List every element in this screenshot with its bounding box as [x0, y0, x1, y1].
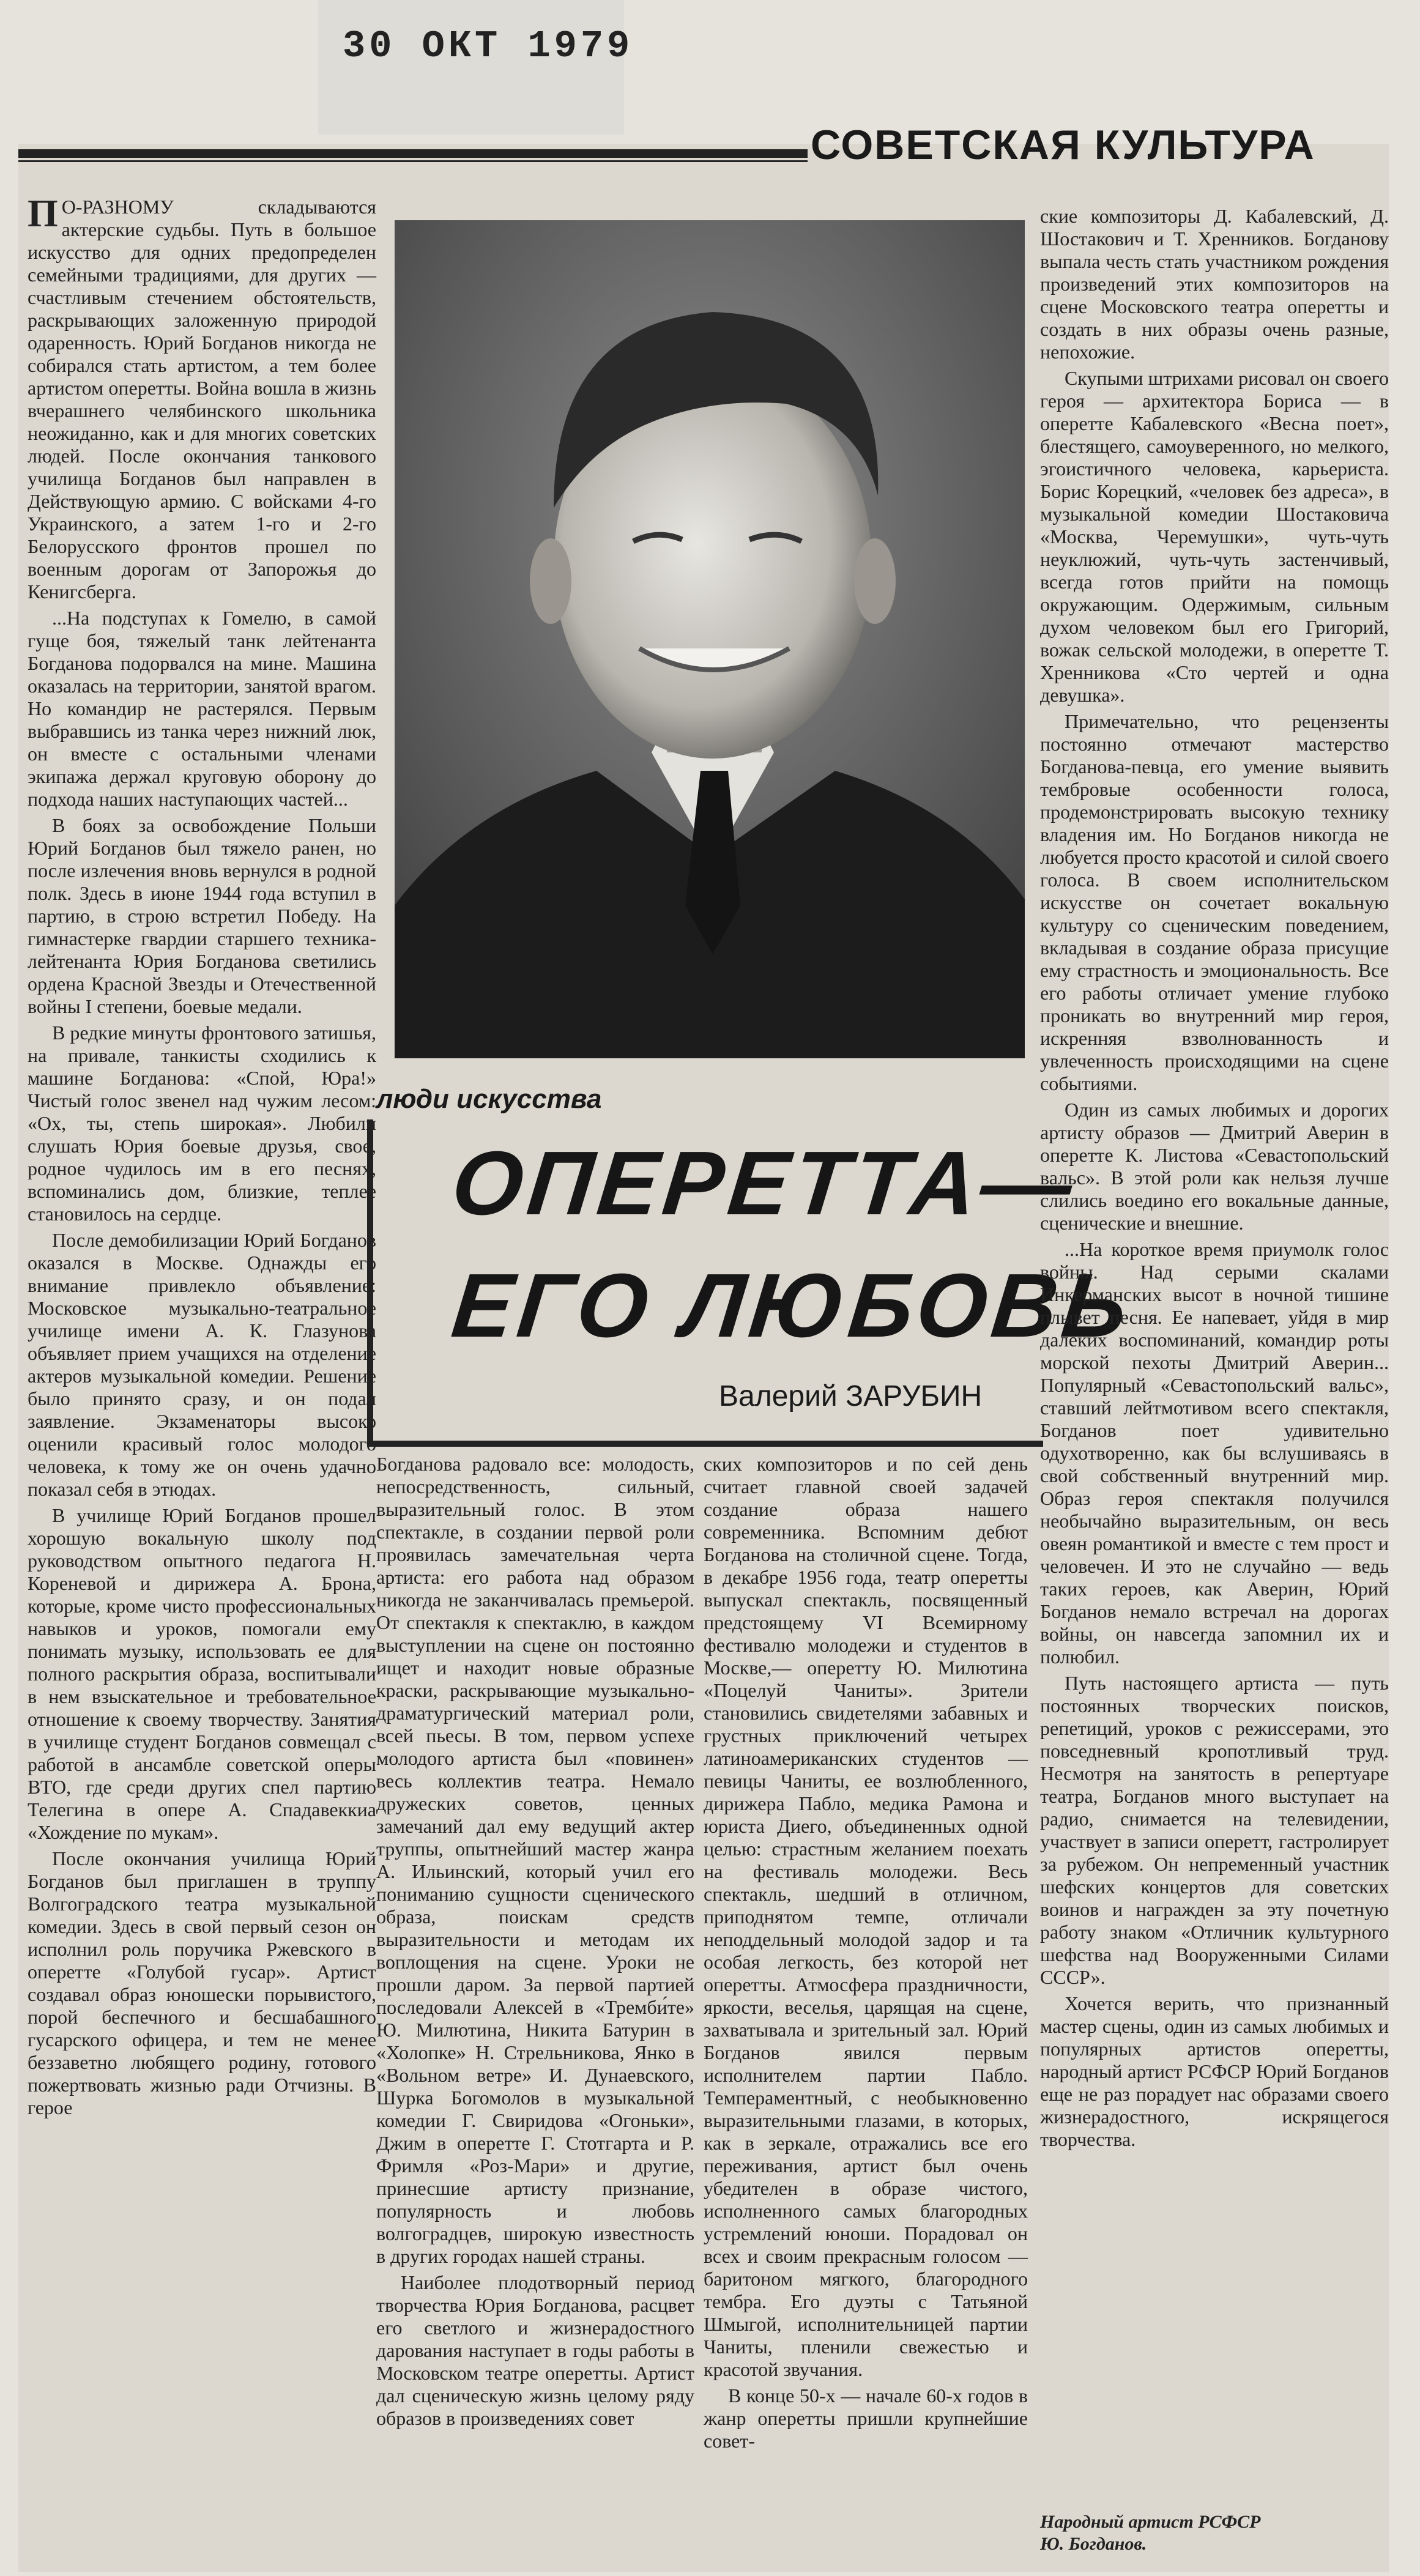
clipping-date-stamp: 30 ОКТ 1979: [343, 24, 634, 68]
caption-line: Народный артист РСФСР: [1040, 2512, 1261, 2532]
paragraph: Путь настоящего артиста — путь постоянных творческих поисков, репетиций, уроков с режиссерами, это повседневный кропотливый труд. Несмотря на занятость в репертуаре театра, Богданов много выступает на радио, снимается на телевидении, участвует в записи оперетт, гастролирует за рубежом. Он непременный участник шефских концертов для советских воинов и награжден за эту почетную работу знаком «Отличник культурного шефства над Вооруженными Силами СССР».: [1040, 1672, 1389, 1988]
article-title-line-2: ЕГО ЛЮБОВЬ: [447, 1255, 1137, 1356]
masthead-rule: [18, 149, 808, 158]
article-column-4: [1040, 205, 1389, 2505]
newspaper-masthead: СОВЕТСКАЯ КУЛЬТУРА: [811, 122, 1315, 168]
paragraph: ские композиторы Д. Кабалевский, Д. Шостакович и Т. Хренников. Богданову выпала честь стать участником рождения произведений этих композиторов на сцене Московского театра оперетты и создать в них образы очень разные, непохожие.: [1040, 205, 1389, 363]
article-title-line-1: ОПЕРЕТТА—: [447, 1133, 1082, 1234]
paragraph: Примечательно, что рецензенты постоянно отмечают мастерство Богданова-певца, его умение выявить тембровые особенности голоса, продемонстрировать высокую технику владения им. Но Богданов никогда не любуется просто красотой и силой своего голоса. В своем исполнительском искусстве он сочетает вокальную культуру со сценическим поведением, вкладывая в создание образа присущие ему страстность и эмоциональность. Все его работы отличает умение глубоко проникать во внутренний мир героя, искренняя взволнованность и увлеченность происходящими на сцене событиями.: [1040, 710, 1389, 1094]
portrait-illustration: [395, 220, 1025, 1058]
paragraph: ских композиторов и по сей день считает главной своей задачей создание образа нашего современника. Вспомним дебют Богданова на столичной сцене. Тогда, в декабре 1956 года, театр оперетты выпускал спектакль, посвященный предстоящему VI Всемирному фестивалю молодежи и студентов в Москве,— оперетту Ю. Милютина «Поцелуй Чаниты». Зрители становились свидетелями забавных и грустных приключений четырех латиноамериканских студентов — певицы Чаниты, ее возлюбленного, дирижера Пабло, медика Рамона и юриста Диего, объединенных одной целью: страстным желанием поехать на фестиваль молодежи. Весь спектакль, шедший в отличном, приподнятом темпе, отличали неподдельный молодой задор и та особая легкость, без которой нет оперетты. Атмосфера праздничности, яркости, веселья, царящая на сцене, захватывала и зрительный зал. Юрий Богданов явился первым исполнителем партии Пабло. Темпераментный, с необыкновенно выразительными глазами, в которых, как в зеркале, отражались все его переживания, артист был очень убедителен в образе чистого, исполненного самых благородных устремлений юноши. Порадовал он всех и своим прекрасным голосом — баритоном мягкого, благородного тембра. Его дуэты с Татьяной Шмыгой, исполнительницей партии Чаниты, пленили свежестью и красотой звучания.: [704, 1453, 1028, 2380]
article-byline: Валерий ЗАРУБИН: [719, 1380, 983, 1412]
paragraph: Скупыми штрихами рисовал он своего героя — архитектора Бориса — в оперетте Кабалевского «Весна поет», блестящего, самоуверенного, но мелкого, эгоистичного человека, карьериста. Борис Корецкий, «человек без адреса», в музыкальной комедии Шостаковича «Москва, Черемушки», чуть-чуть неуклюжий, чуть-чуть застенчивый, всегда готов прийти на помощь окружающим. Одержимым, сильным духом человеком был его Григорий, вожак сельской молодежи, в оперетте Т. Хренникова «Сто чертей и одна девушка».: [1040, 367, 1389, 706]
paragraph: П О-РАЗНОМУ складываются актерские судьбы. Путь в большое искусство для одних предопределен семейными традициями, для других — счастливым стечением обстоятельств, раскрывающих заложенную природой одаренность. Юрий Богданов никогда не собирался стать артистом, а тем более артистом оперетты. Война вошла в жизнь вчерашнего челябинского школьника неожиданно, как и для многих советских людей. После окончания танкового училища Богданов был направлен в Действующую армию. С войсками 4-го Украинского, а затем 1-го и 2-го Белорусского фронтов прошел по военным дорогам от Запорожья до Кенигсберга.: [28, 191, 376, 603]
article-rubric: люди искусства: [376, 1084, 602, 1114]
paragraph: ...На подступах к Гомелю, в самой гуще боя, тяжелый танк лейтенанта Богданова подорвался на мине. Машина оказалась на территории, занятой врагом. Но командир не растерялся. Первым выбравшись из танка через нижний люк, он вместе с остальными членами экипажа держал круговую оборону до подхода наших наступающих частей...: [28, 607, 376, 810]
paragraph: В училище Юрий Богданов прошел хорошую вокальную школу под руководством опытного педагога Н. Кореневой и дирижера А. Брона, которые, кроме чисто профессиональных навыков и уроков, помогали ему понимать музыку, использовать ее для полного раскрытия образа, воспитывали в нем взыскательное и требовательное отношение к своему творчеству. Занятия в училище студент Богданов совмещал с работой в ансамбле советской оперы ВТО, где среди других спел партию Телегина в опере А. Спадавеккиа «Хождение по мукам».: [28, 1504, 376, 1843]
paragraph: Богданова радовало все: молодость, непосредственность, сильный, выразительный голос. В этом спектакле, в создании первой роли проявилась замечательная черта артиста: его работа над образом никогда не заканчивалась премьерой. От спектакля к спектаклю, в каждом выступлении на сцене он постоянно ищет и находит новые образные краски, раскрывающие музыкально-драматургический материал роли, всей пьесы. В том, первом успехе молодого артиста был «повинен» весь коллектив театра. Немало дружеских советов, ценных замечаний дал ему ведущий актер труппы, опытнейший мастер жанра А. Ильинский, который учил его пониманию сущности сценического образа, поискам средств выразительности и методам их воплощения на сцене. Уроки не прошли даром. За первой партией последовали Алексей в «Тремби́те» Ю. Милютина, Никита Батурин в «Холопке» Н. Стрельникова, Янко в «Вольном ветре» И. Дунаевского, Шурка Богомолов в музыкальной комедии Г. Свиридова «Огоньки», Джим в оперетте Г. Стотгарта и Р. Фримля «Роз-Мари» и другие, принесшие артисту признание, популярность и любовь волгоградцев, широкую известность в других городах нашей страны.: [376, 1453, 694, 2267]
paragraph: Хочется верить, что признанный мастер сцены, один из самых любимых и популярных артистов оперетты, народный артист РСФСР Юрий Богданов еще не раз порадует нас образами своего жизнерадостного, искрящегося творчества.: [1040, 1992, 1389, 2150]
photo-caption: [1040, 2511, 1389, 2560]
portrait-photo: [395, 220, 1025, 1058]
paragraph: В боях за освобождение Польши Юрий Богданов был тяжело ранен, но после излечения вновь вернулся в родной полк. Здесь в июне 1944 года вступил в партию, в строю встретил Победу. На гимнастерке гвардии старшего техника-лейтенанта Юрия Богданова светились ордена Красной Звезды и Отечественной войны I степени, боевые медали.: [28, 814, 376, 1017]
paragraph: После демобилизации Юрий Богданов оказался в Москве. Однажды его внимание привлекло объявление: Московское музыкально-театральное училище имени А. К. Глазунова объявляет прием учащихся на отделение актеров музыкальной комедии. Решение было принято сразу, и он подал заявление. Экзаменаторы высоко оценили красивый голос молодого человека, к тому же он очень удачно показал себя в этюдах.: [28, 1229, 376, 1500]
drop-cap: П: [28, 191, 58, 235]
paragraph: Один из самых любимых и дорогих артисту образов — Дмитрий Аверин в оперетте К. Листова «Севастопольский вальс». В этой роли как нельзя лучше слились воедино его вокальные данные, сценические и внешние.: [1040, 1099, 1389, 1234]
masthead-rule-thin: [18, 160, 808, 162]
article-column-1: [28, 191, 376, 2563]
caption-line: Ю. Богданов.: [1040, 2534, 1147, 2554]
article-column-3: [704, 1453, 1028, 2560]
paragraph: В редкие минуты фронтового затишья, на привале, танкисты сходились к машине Богданова: «Спой, Юра!» Чистый голос звенел над чужим лесом: «Ох, ты, степь широкая». Любили слушать Юрия боевые друзья, свое, родное чудилось им в его песнях, вспоминались дом, близкие, теплее становилось на сердце.: [28, 1022, 376, 1225]
paragraph: После окончания училища Юрий Богданов был приглашен в труппу Волгоградского театра музыкальной комедии. Здесь в свой первый сезон он исполнил роль поручика Ржевского в оперетте «Голубой гусар». Артист создавал образ юношески порывистого, порой беспечного и бесшабашного гусарского офицера, и тем не менее беззаветно любящего родину, готового пожертвовать жизнью ради Отчизны. В герое: [28, 1847, 376, 2118]
paragraph: В конце 50-х — начале 60-х годов в жанр оперетты пришли крупнейшие совет-: [704, 2385, 1028, 2452]
article-column-2: [376, 1453, 694, 2560]
paragraph: Наиболее плодотворный период творчества Юрия Богданова, расцвет его светлого и жизнерадостного дарования наступает в годы работы в Московском театре оперетты. Артист дал сценическую жизнь целому ряду образов в произведениях совет: [376, 2271, 694, 2429]
paragraph: ...На короткое время приумолк голос войны. Над серыми скалами Инкерманских высот в ночной тишине плывет песня. Ее напевает, уйдя в мир далеких воспоминаний, командир роты морской пехоты Дмитрий Аверин... Популярный «Севастопольский вальс», ставший лейтмотивом всего спектакля, Богданов поет удивительно одухотворенно, как бы вслушиваясь в свой собственный внутренний мир. Образ героя спектакля получился необычайно выразительным, он весь овеян романтикой и вместе с тем прост и человечен. И это не случайно — ведь таких героев, как Аверин, Юрий Богданов немало встречал на дорогах войны, он навсегда запомнил их и полюбил.: [1040, 1238, 1389, 1668]
